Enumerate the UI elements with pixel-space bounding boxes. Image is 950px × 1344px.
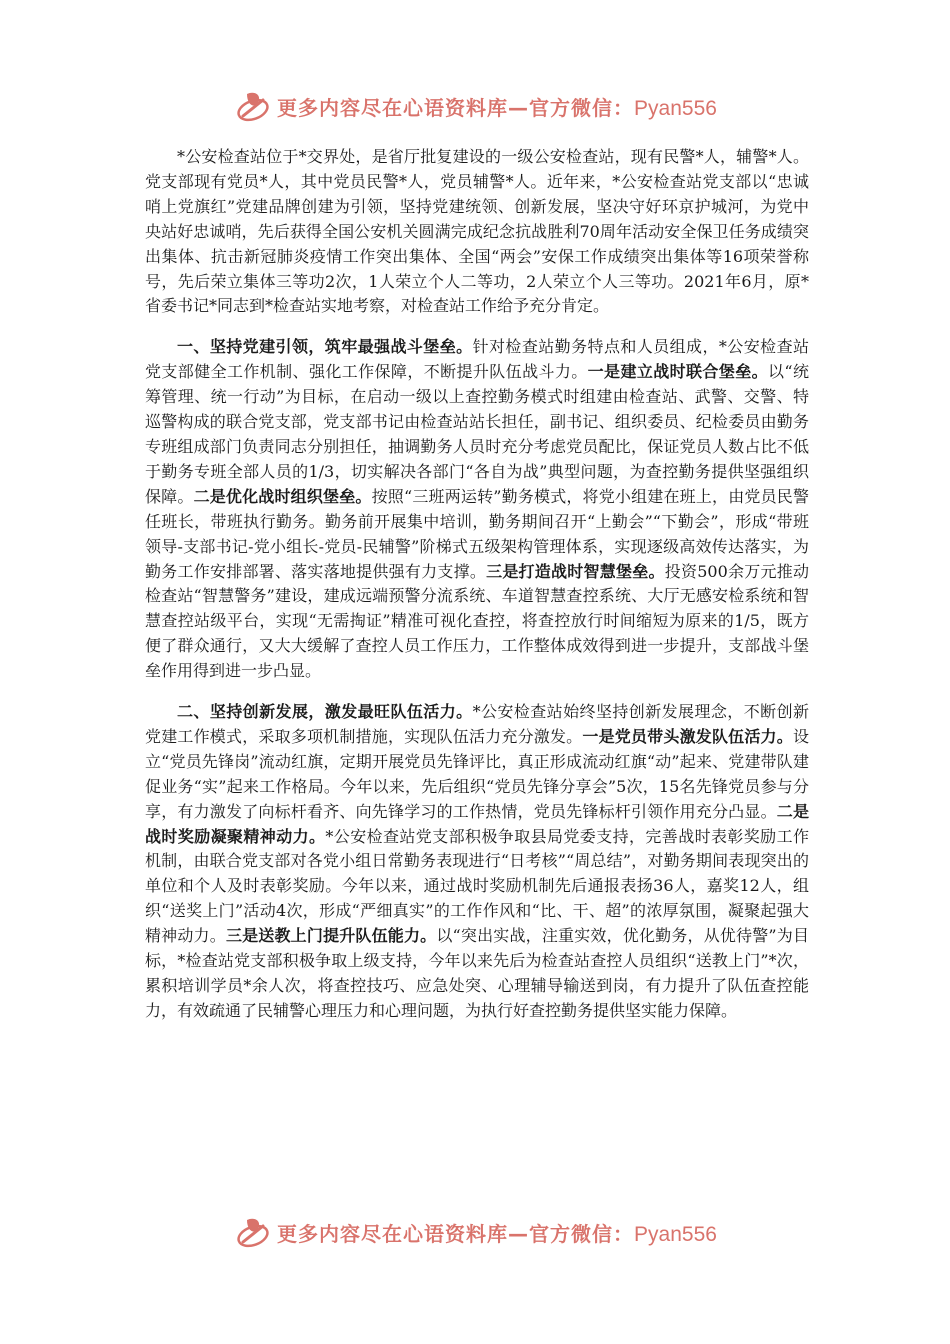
watermark-account: Pyan556 <box>634 96 717 120</box>
paragraph <box>145 335 809 684</box>
bold-heading-run: 一是党员带头激发队伍活力。 <box>582 726 793 746</box>
text-run: *公安检查站位于*交界处，是省厅批复建设的一级公安检查站，现有民警*人，辅警*人。党支部现有党员*人，其中党员民警*人，党员辅警*人。近年来，*公安检查站党支部以“忠诚哨上党旗红”党建品牌创建为引领，坚持党建统领、创新发展，坚决守好环京护城河，为党中央站好忠诚哨，先后获得全国公安机关圆满完成纪念抗战胜利70周年活动安全保卫任务成绩突出集体、抗击新冠肺炎疫情工作突出集体、全国“两会”安保工作成绩突出集体等16项荣誉称号，先后荣立集体三等功2次，1人荣立个人二等功，2人荣立个人三等功。2021年6月，原*省委书记*同志到*检查站实地考察，对检查站工作给予充分肯定。 <box>145 147 809 316</box>
bold-heading-run: 三是打造战时智慧堡垒。 <box>486 561 665 581</box>
text-run: *公安检查站党支部积极争取县局党委支持，完善战时表彰奖励工作机制，由联合党支部对各党小组日常勤务表现进行“日考核”“周总结”，对勤务期间表现突出的单位和个人及时表彰奖励。今年以来，通过战时奖励机制先后通报表扬36人，嘉奖12人，组织“送奖上门”活动4次，形成“严细真实”的工作作风和“比、干、超”的浓厚氛围，凝聚起强大精神动力。 <box>145 826 809 946</box>
watermark-account: Pyan556 <box>634 1222 717 1246</box>
paragraph <box>145 145 809 319</box>
document-body <box>145 145 809 1040</box>
watermark-text <box>277 92 717 121</box>
text-run: *公安检查站始终坚持创新发展理念，不断创新党建工作模式，采取多项机制措施，实现队伍活力充分激发。 <box>145 702 809 746</box>
text-run: 按照“三班两运转”勤务模式，将党小组建在班上，由党员民警任班长，带班执行勤务。勤务前开展集中培训，勤务期间召开“上勤会”“下勤会”，形成“带班领导-支部书记-党小组长-党员-民辅警”阶梯式五级架构管理体系，实现逐级高效传达落实，为勤务工作安排部署、落实落地提供强有力支撑。 <box>145 486 809 581</box>
text-run: 设立“党员先锋岗”流动红旗，定期开展党员先锋评比，真正形成流动红旗“动”起来、党建带队建促业务“实”起来工作格局。今年以来，先后组织“党员先锋分享会”5次，15名先锋党员参与分享，有力激发了向标杆看齐、向先锋学习的工作热情，党员先锋标杆引领作用充分凸显。 <box>145 726 809 821</box>
bold-heading-run: 一是建立战时联合堡垒。 <box>587 362 768 382</box>
bold-heading-run: 二是战时奖励凝聚精神动力。 <box>145 801 809 846</box>
bold-heading-run: 二、坚持创新发展，激发最旺队伍活力。 <box>177 702 473 722</box>
flower-leaf-icon <box>233 86 273 126</box>
footer-watermark <box>0 1210 950 1254</box>
watermark-label: 更多内容尽在心语资料库—官方微信： <box>277 1221 635 1246</box>
bold-heading-run: 三是送教上门提升队伍能力。 <box>225 926 437 946</box>
watermark-text <box>277 1218 717 1247</box>
text-run: 针对检查站勤务特点和人员组成，*公安检查站党支部健全工作机制、强化工作保障，不断提升队伍战斗力。 <box>145 337 809 382</box>
bold-heading-run: 一、坚持党建引领，筑牢最强战斗堡垒。 <box>177 337 473 357</box>
bold-heading-run: 二是优化战时组织堡垒。 <box>193 486 372 506</box>
text-run: 投资500余万元推动检查站“智慧警务”建设，建成远端预警分流系统、车道智慧查控系统、大厅无感安检系统和智慧查控站级平台，实现“无需掏证”精准可视化查控，将查控放行时间缩短为原来的1/5，既方便了群众通行，又大大缓解了查控人员工作压力，工作整体成效得到进一步提升，支部战斗堡垒作用得到进一步凸显。 <box>145 561 809 681</box>
flower-leaf-icon <box>233 1212 273 1252</box>
header-watermark <box>0 84 950 128</box>
text-run: 以“突出实战，注重实效，优化勤务，从优待警”为目标，*检查站党支部积极争取上级支持，今年以来先后为检查站查控人员组织“送教上门”*次，累积培训学员*余人次，将查控技巧、应急处突、心理辅导输送到岗，有力提升了队伍查控能力，有效疏通了民辅警心理压力和心理问题，为执行好查控勤务提供坚实能力保障。 <box>145 926 809 1020</box>
paragraph <box>145 700 809 1024</box>
watermark-label: 更多内容尽在心语资料库—官方微信： <box>277 95 635 120</box>
text-run: 以“统筹管理、统一行动”为目标，在启动一级以上查控勤务模式时组建由检查站、武警、交警、特巡警构成的联合党支部，党支部书记由检查站站长担任，副书记、组织委员、纪检委员由勤务专班组成部门负责同志分别担任，抽调勤务人员时充分考虑党员配比，保证党员人数占比不低于勤务专班全部人员的1/3，切实解决各部门“各自为战”典型问题，为查控勤务提供坚强组织保障。 <box>145 362 809 506</box>
